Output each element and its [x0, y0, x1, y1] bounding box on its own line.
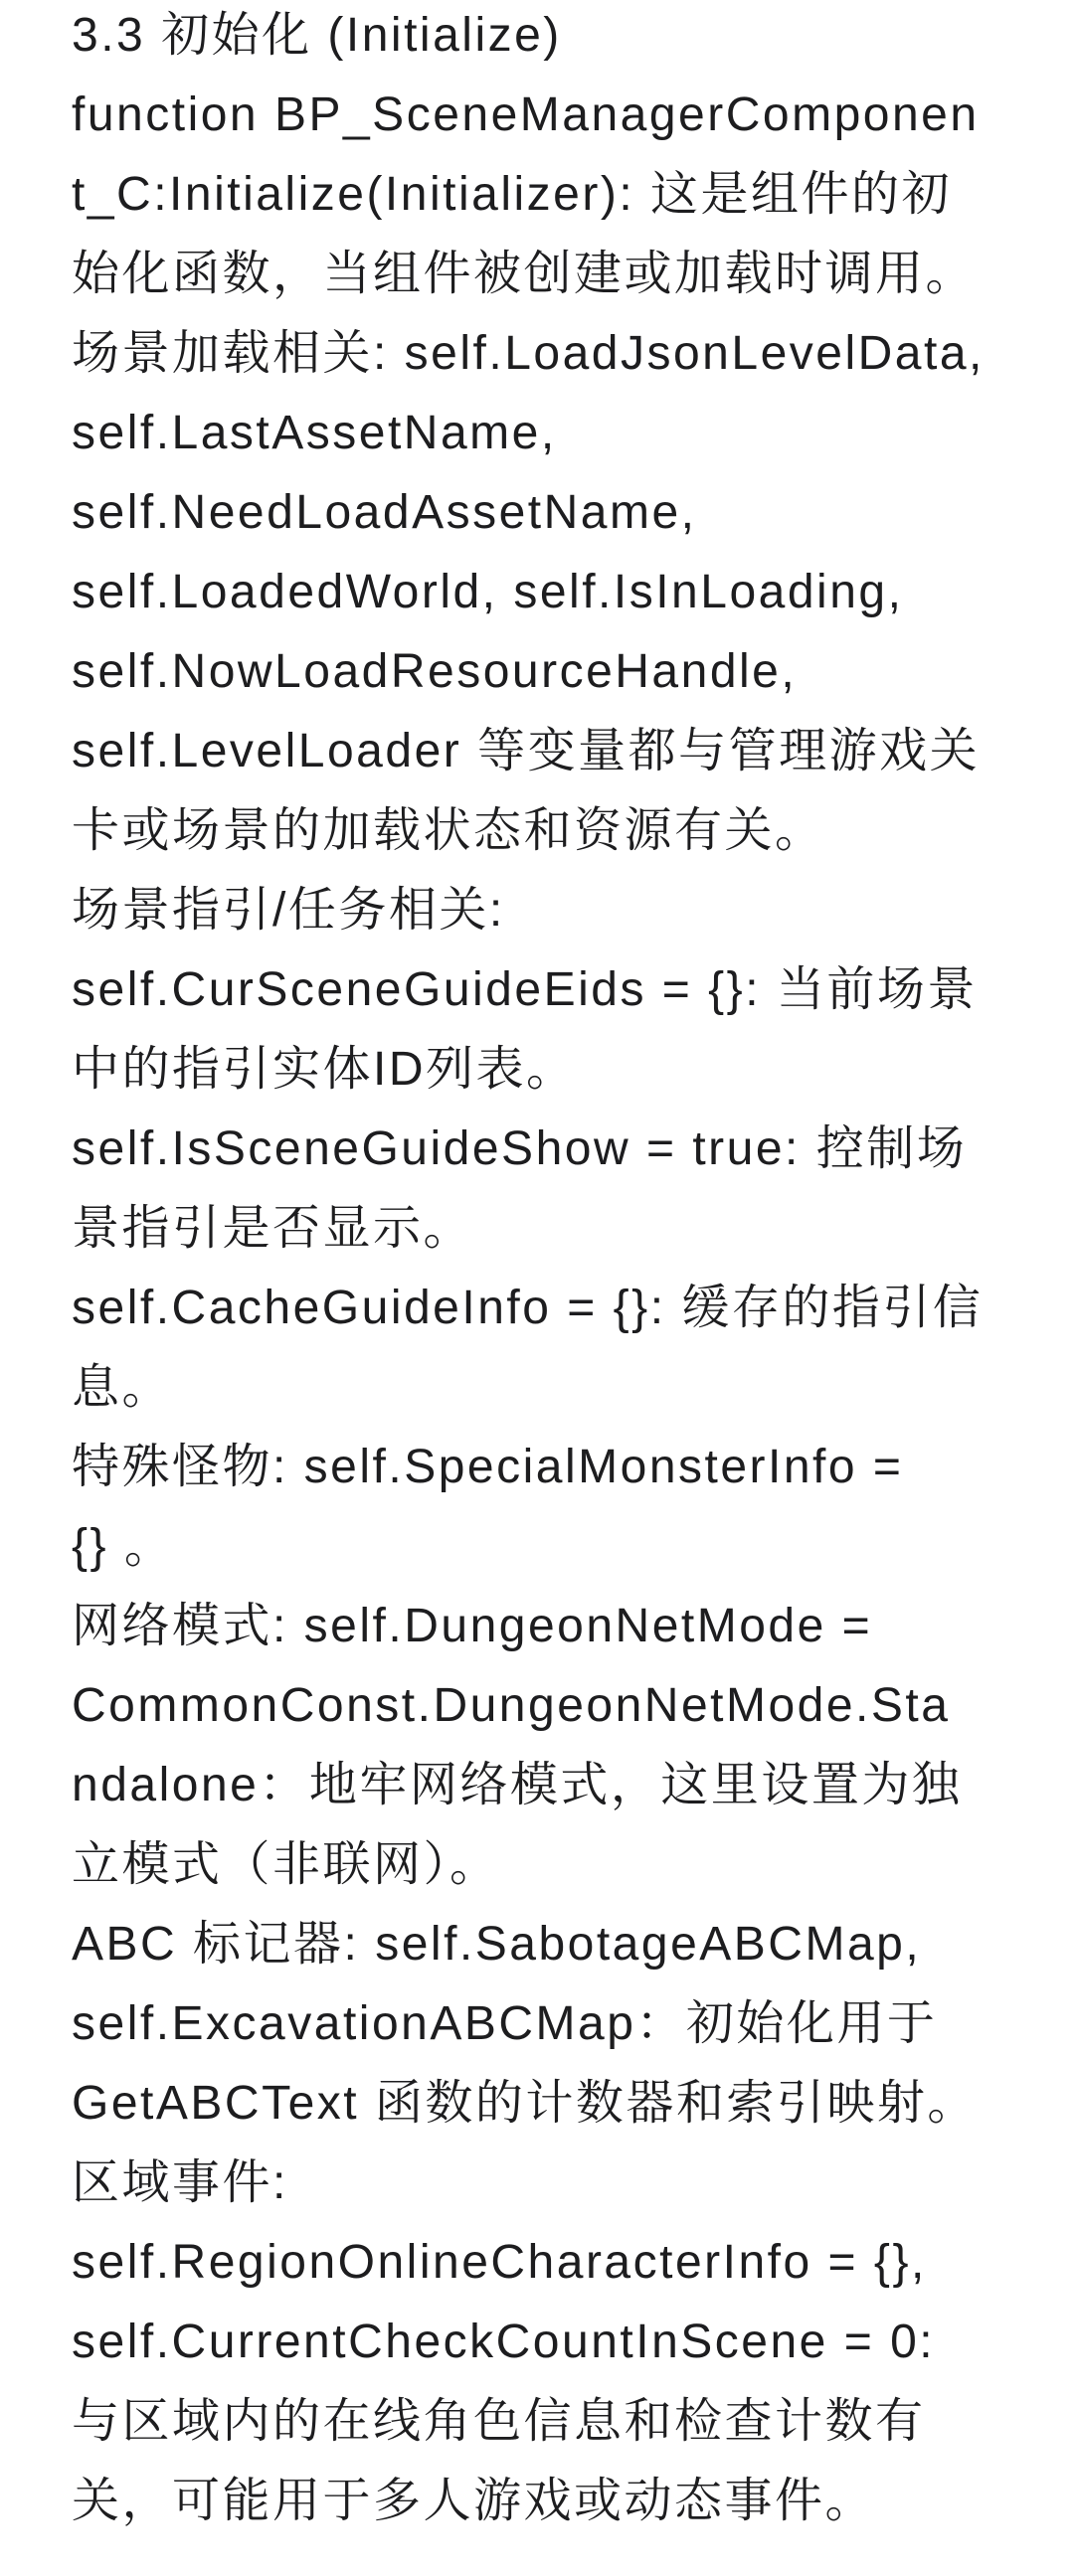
- text-line: 场景加载相关: self.LoadJsonLevelData,: [72, 327, 985, 380]
- text-line: 息。: [72, 1361, 173, 1414]
- text-line: self.CurrentCheckCountInScene = 0:: [72, 2316, 936, 2368]
- text-line: 卡或场景的加载状态和资源有关。: [72, 804, 825, 857]
- text-line: 区域事件:: [72, 2156, 288, 2209]
- text-line: ndalone：地牢网络模式，这里设置为独: [72, 1759, 963, 1811]
- text-line: 中的指引实体ID列表。: [72, 1043, 577, 1096]
- text-line: 关，可能用于多人游戏或动态事件。: [72, 2475, 876, 2527]
- text-content: [72, 0, 1078, 2541]
- section-heading: 3.3 初始化 (Initialize): [72, 9, 562, 62]
- text-line: 立模式（非联网）。: [72, 1838, 500, 1891]
- text-line: GetABCText 函数的计数器和索引映射。: [72, 2077, 978, 2130]
- text-line: {} 。: [72, 1520, 175, 1573]
- text-line: self.NeedLoadAssetName,: [72, 486, 697, 539]
- text-line: ABC 标记器: self.SabotageABCMap,: [72, 1918, 922, 1971]
- text-line: self.ExcavationABCMap：初始化用于: [72, 1997, 938, 2050]
- text-lines: [72, 76, 1078, 2541]
- text-line: self.CacheGuideInfo = {}: 缓存的指引信: [72, 1282, 984, 1334]
- text-line: 与区域内的在线角色信息和检查计数有: [72, 2395, 926, 2448]
- text-line: CommonConst.DungeonNetMode.Sta: [72, 1679, 951, 1732]
- text-line: self.CurSceneGuideEids = {}: 当前场景: [72, 963, 978, 1016]
- text-line: 场景指引/任务相关:: [72, 884, 505, 937]
- text-line: 始化函数，当组件被创建或加载时调用。: [72, 248, 977, 300]
- text-line: 景指引是否显示。: [72, 1202, 474, 1255]
- text-line: self.LastAssetName,: [72, 407, 557, 459]
- text-line: function BP_SceneManagerComponen: [72, 88, 980, 141]
- text-line: 网络模式: self.DungeonNetMode =: [72, 1600, 873, 1652]
- text-line: self.LoadedWorld, self.IsInLoading,: [72, 566, 904, 618]
- text-line: self.LevelLoader 等变量都与管理游戏关: [72, 725, 981, 777]
- text-line: self.NowLoadResourceHandle,: [72, 645, 798, 698]
- text-line: 特殊怪物: self.SpecialMonsterInfo =: [72, 1441, 904, 1493]
- text-line: self.RegionOnlineCharacterInfo = {},: [72, 2236, 927, 2289]
- text-line: t_C:Initialize(Initializer): 这是组件的初: [72, 168, 952, 221]
- text-line: self.IsSceneGuideShow = true: 控制场: [72, 1122, 968, 1175]
